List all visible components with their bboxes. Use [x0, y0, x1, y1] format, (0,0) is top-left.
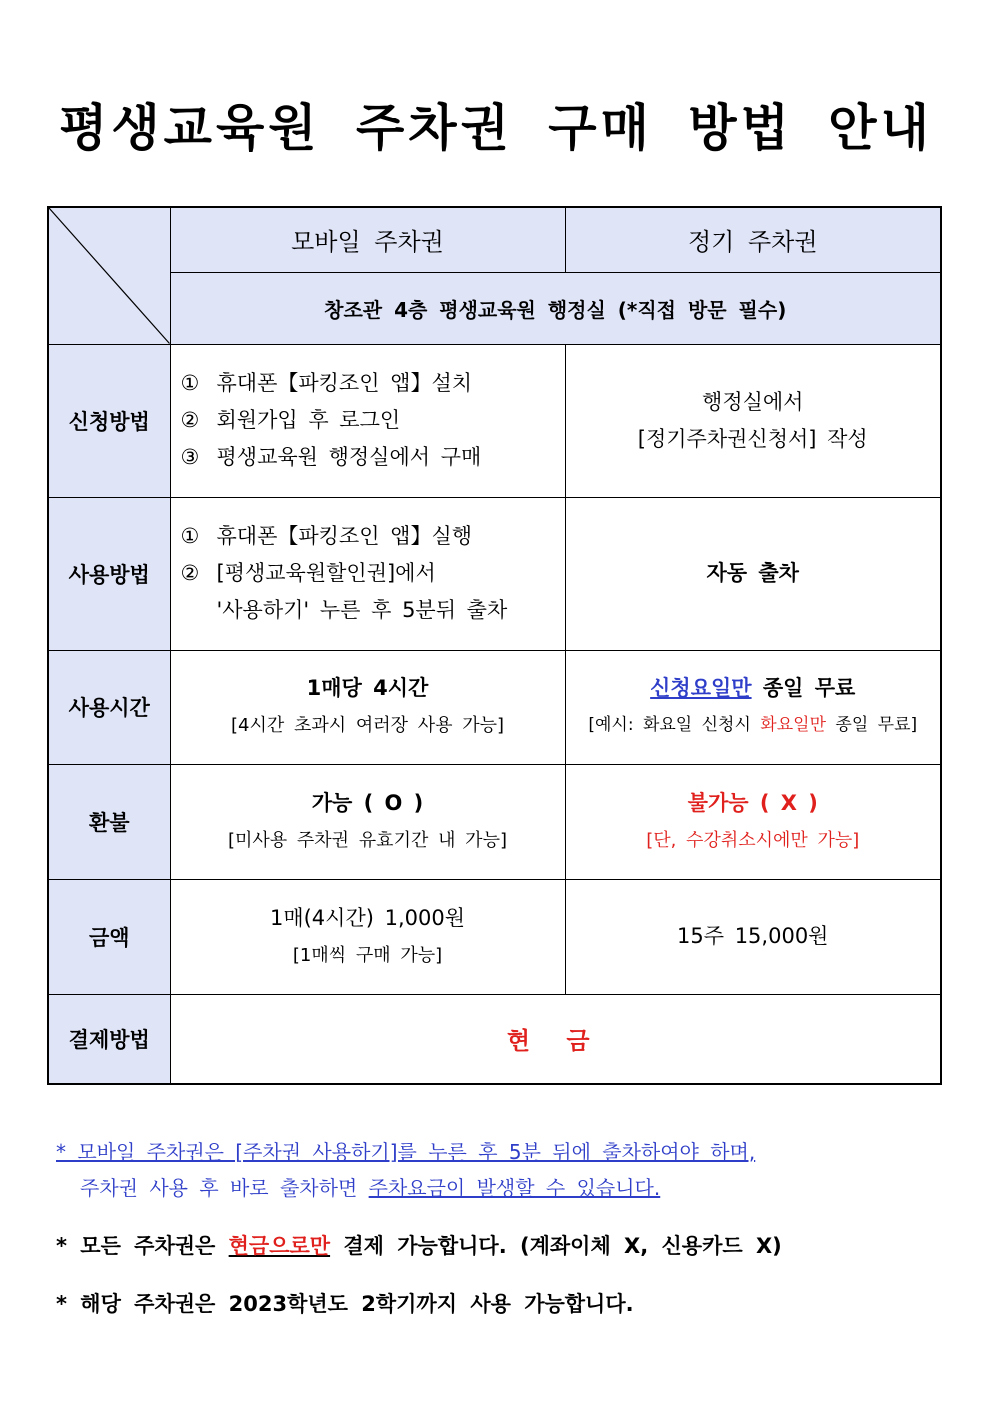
payment-value: 현 금: [170, 994, 941, 1084]
time-example-suffix: 종일 무료]: [826, 715, 918, 735]
use-mobile-steps: [170, 497, 565, 650]
note1-line1: * 모바일 주차권은 [주차권 사용하기]를 누른 후 5분 뒤에 출차하여야 하며,: [56, 1140, 756, 1164]
time-example-prefix: [예시: 화요일 신청시: [588, 715, 761, 735]
price-mobile: [170, 879, 565, 994]
row-label-time: 사용시간: [48, 650, 170, 764]
row-label-use: 사용방법: [48, 497, 170, 650]
note2-prefix: * 모든 주차권은: [56, 1234, 229, 1258]
note1-line2b: 주차요금이 발생할 수 있습니다.: [368, 1176, 661, 1200]
price-regular: 15주 15,000원: [565, 879, 941, 994]
note2-suffix: 결제 가능합니다. (계좌이체 X, 신용카드 X): [330, 1234, 782, 1258]
list-item: ③ 평생교육원 행정실에서 구매: [180, 445, 482, 469]
note-mobile-exit: [56, 1134, 755, 1206]
list-item: ① 휴대폰【파킹조인 앱】설치: [180, 371, 473, 395]
note-cash-only: [56, 1230, 782, 1260]
note-validity: * 해당 주차권은 2023학년도 2학기까지 사용 가능합니다.: [56, 1292, 634, 1316]
list-item: ② [평생교육원할인권]에서: [180, 561, 436, 585]
refund-mobile: [170, 764, 565, 879]
purchase-location: 창조관 4층 평생교육원 행정실 (*직접 방문 필수): [170, 272, 941, 344]
time-regular-highlight: 신청요일만: [650, 676, 752, 700]
table-corner-cell: [48, 207, 170, 344]
time-regular-rest: 종일 무료: [762, 676, 856, 700]
time-mobile-line1: 1매당 4시간: [306, 676, 429, 700]
note2-emphasis: 현금으로만: [228, 1234, 331, 1258]
list-item: ② 회원가입 후 로그인: [180, 408, 401, 432]
refund-regular-line1: 불가능 ( X ): [687, 790, 818, 815]
header-mobile-ticket: 모바일 주차권: [170, 207, 565, 272]
refund-mobile-line1: 가능 ( O ): [311, 790, 424, 815]
apply-regular: [565, 344, 941, 497]
parking-info-table: [47, 206, 942, 1085]
diagonal-line: [49, 208, 170, 344]
row-label-refund: 환불: [48, 764, 170, 879]
row-label-price: 금액: [48, 879, 170, 994]
apply-mobile-steps: [170, 344, 565, 497]
refund-regular: [565, 764, 941, 879]
row-label-apply: 신청방법: [48, 344, 170, 497]
use-regular: 자동 출차: [565, 497, 941, 650]
time-example-red: 화요일만: [760, 715, 826, 735]
page-title: 평생교육원 주차권 구매 방법 안내: [59, 99, 933, 157]
time-regular: [565, 650, 941, 764]
header-regular-ticket: 정기 주차권: [565, 207, 941, 272]
list-item: ① 휴대폰【파킹조인 앱】실행: [180, 524, 473, 548]
note1-line2a: 주차권 사용 후 바로 출차하면: [80, 1176, 369, 1200]
list-item-continuation: '사용하기' 누른 후 5분뒤 출차: [216, 598, 508, 622]
refund-regular-line2: [단, 수강취소시에만 가능]: [646, 829, 860, 851]
apply-regular-line2: [정기주차권신청서] 작성: [637, 426, 868, 451]
price-mobile-line2: [1매씩 구매 가능]: [292, 944, 443, 966]
refund-mobile-line2: [미사용 주차권 유효기간 내 가능]: [228, 829, 507, 851]
time-mobile-line2: [4시간 초과시 여러장 사용 가능]: [230, 715, 505, 736]
row-label-payment: 결제방법: [48, 994, 170, 1084]
time-mobile: [170, 650, 565, 764]
apply-regular-line1: 행정실에서: [702, 389, 804, 414]
price-mobile-line1: 1매(4시간) 1,000원: [269, 905, 466, 930]
